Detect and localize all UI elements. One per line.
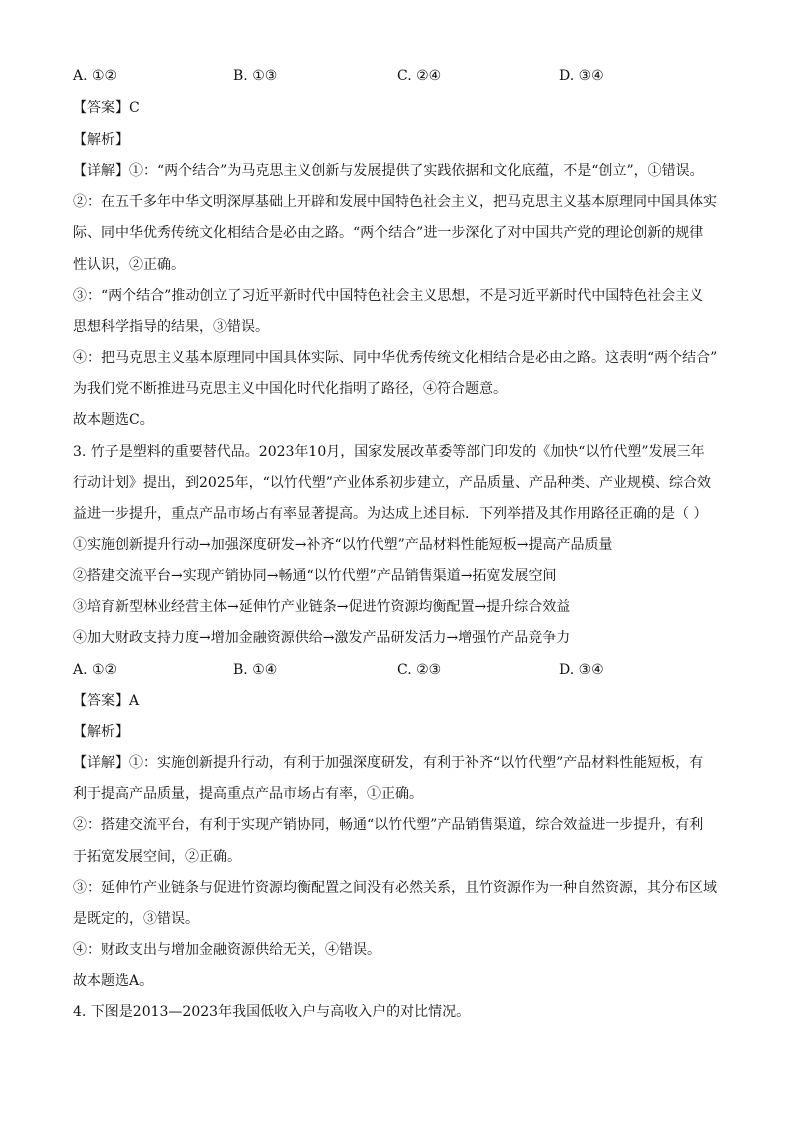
q3-detail-line: 利于提高产品质量，提高重点产品市场占有率，①正确。: [73, 786, 423, 802]
q3-item: ①实施创新提升行动→加强深度研发→补齐“以竹代塑”产品材料性能短板→提高产品质量: [73, 537, 613, 553]
q2-detail-line: 际、同中华优秀传统文化相结合是必由之路。“两个结合”进一步深化了对中国共产党的理论创新的规律: [73, 225, 704, 241]
q2-analysis-label: 【解析】: [73, 132, 129, 148]
q3-detail-line: ④：财政支出与增加金融资源供给无关，④错误。: [73, 942, 381, 958]
q3-item: ④加大财政支持力度→增加金融资源供给→激发产品研发活力→增强竹产品竞争力: [73, 630, 571, 646]
q2-option-a: A. ①②: [73, 68, 118, 84]
q2-detail-line: ②：在五千多年中华文明深厚基础上开辟和发展中国特色社会主义，把马克思主义基本原理同中国具体实: [73, 194, 717, 210]
q2-option-d: D. ③④: [559, 68, 604, 84]
q3-detail-line: ③：延伸竹产业链条与促进竹资源均衡配置之间没有必然关系，且竹资源作为一种自然资源，其分布区域: [73, 880, 717, 896]
q3-stem-line: 益进一步提升，重点产品市场占有率显著提高。为达成上述目标．下列举措及其作用路径正确的是（ ）: [73, 506, 708, 522]
q2-detail-line: 性认识，②正确。: [73, 257, 185, 273]
q3-detail-line: 【详解】①：实施创新提升行动，有利于加强深度研发，有利于补齐“以竹代塑”产品材料性能短板，有: [73, 755, 704, 771]
q3-option-d: D. ③④: [559, 662, 604, 678]
q3-item: ②搭建交流平台→实现产销协同→畅通“以竹代塑”产品销售渠道→拓宽发展空间: [73, 568, 557, 584]
q3-detail-line: ②：搭建交流平台，有利于实现产销协同，畅通“以竹代塑”产品销售渠道，综合效益进一步提升，有利: [73, 817, 704, 833]
q3-item: ③培育新型林业经营主体→延伸竹产业链条→促进竹资源均衡配置→提升综合效益: [73, 599, 571, 615]
q2-detail-line: ④：把马克思主义基本原理同中国具体实际、同中华优秀传统文化相结合是必由之路。这表明“两个结合”: [73, 350, 718, 366]
q2-detail-line: 思想科学指导的结果，③错误。: [73, 319, 269, 335]
q2-option-b: B. ①③: [233, 68, 278, 84]
q3-option-c: C. ②③: [397, 662, 442, 678]
q2-answer: 【答案】C: [73, 100, 140, 116]
q2-detail-line: ③：“两个结合”推动创立了习近平新时代中国特色社会主义思想，不是习近平新时代中国特色社会主义: [73, 288, 704, 304]
q3-answer: 【答案】A: [73, 693, 140, 709]
q3-stem-line: 3. 竹子是塑料的重要替代品。2023年10月，国家发展改革委等部门印发的《加快“以竹代塑”发展三年: [73, 444, 705, 460]
q2-detail-line: 【详解】①：“两个结合”为马克思主义创新与发展提供了实践依据和文化底蕴，不是“创立”，①错误。: [73, 163, 704, 179]
q2-detail-line: 为我们党不断推进马克思主义中国化时代化指明了路径，④符合题意。: [73, 381, 507, 397]
q3-stem-line: 行动计划》提出，到2025年，“以竹代塑”产业体系初步建立，产品质量、产品种类、产业规模、综合效: [73, 475, 711, 491]
q3-detail-line: 是既定的，③错误。: [73, 911, 199, 927]
q3-option-a: A. ①②: [73, 662, 118, 678]
q2-option-c: C. ②④: [397, 68, 442, 84]
q3-analysis-label: 【解析】: [73, 724, 129, 740]
q3-detail-line: 于拓宽发展空间，②正确。: [73, 849, 241, 865]
q3-conclusion: 故本题选A。: [73, 973, 154, 989]
q2-conclusion: 故本题选C。: [73, 412, 154, 428]
q3-option-b: B. ①④: [233, 662, 278, 678]
q4-stem: 4. 下图是2013—2023年我国低收入户与高收入户的对比情况。: [73, 1004, 471, 1020]
